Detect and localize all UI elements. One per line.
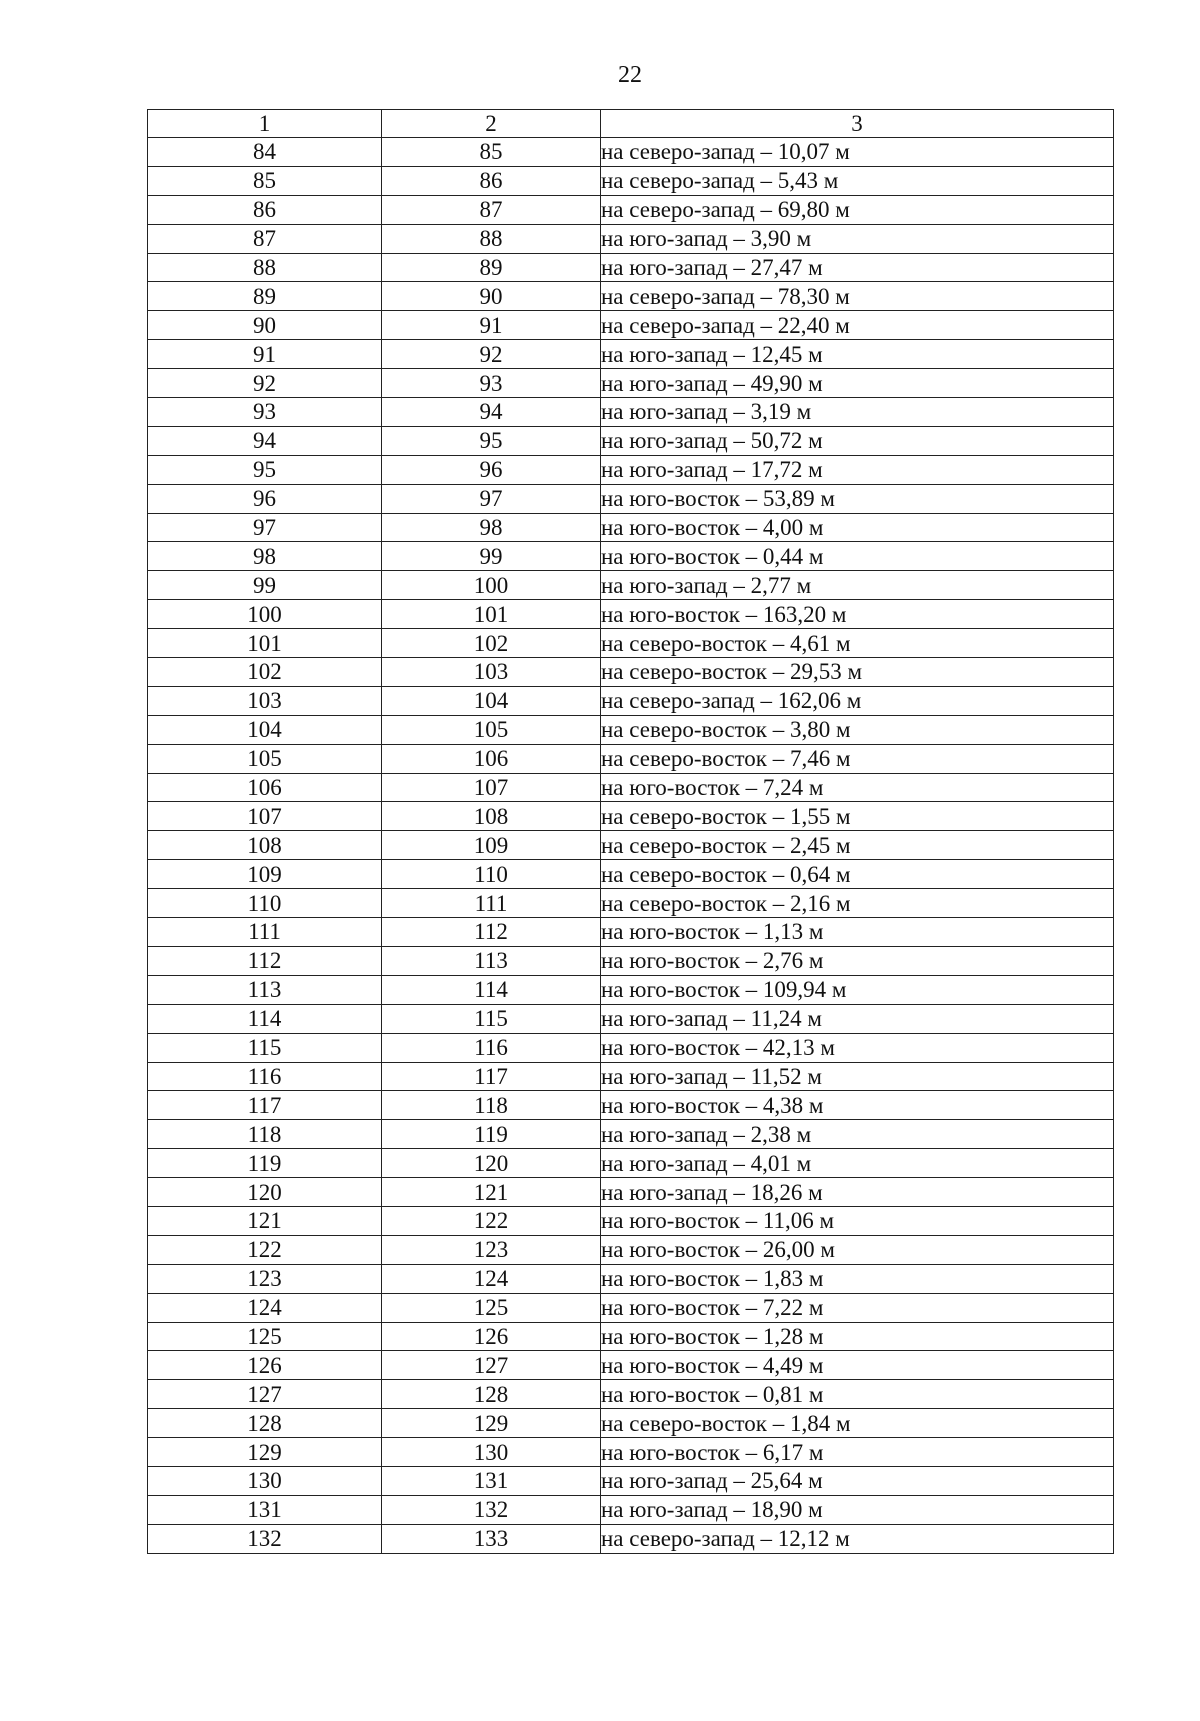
cell-direction-distance: на юго-восток – 4,38 м [601,1091,1114,1120]
cell-direction-distance: на юго-запад – 4,01 м [601,1149,1114,1178]
table-row [148,802,1114,831]
table-row [148,1264,1114,1293]
cell-from-point: 88 [148,253,382,282]
cell-to-point: 105 [382,715,601,744]
cell-direction-distance: на юго-восток – 163,20 м [601,600,1114,629]
cell-to-point: 124 [382,1264,601,1293]
table-row [148,1178,1114,1207]
table-row [148,1495,1114,1524]
cell-direction-distance: на юго-запад – 2,77 м [601,571,1114,600]
cell-to-point: 107 [382,773,601,802]
table-row [148,889,1114,918]
table-row [148,1524,1114,1553]
cell-to-point: 89 [382,253,601,282]
table-row [148,975,1114,1004]
cell-direction-distance: на юго-запад – 11,52 м [601,1062,1114,1091]
cell-direction-distance: на юго-восток – 53,89 м [601,484,1114,513]
cell-to-point: 132 [382,1495,601,1524]
cell-from-point: 119 [148,1149,382,1178]
cell-from-point: 98 [148,542,382,571]
cell-from-point: 122 [148,1235,382,1264]
cell-to-point: 98 [382,513,601,542]
cell-from-point: 93 [148,398,382,427]
cell-from-point: 85 [148,166,382,195]
cell-from-point: 86 [148,195,382,224]
cell-from-point: 118 [148,1120,382,1149]
cell-to-point: 85 [382,138,601,167]
cell-from-point: 94 [148,426,382,455]
table-row [148,629,1114,658]
cell-to-point: 131 [382,1466,601,1495]
cell-from-point: 132 [148,1524,382,1553]
table-row [148,369,1114,398]
cell-from-point: 130 [148,1466,382,1495]
cell-from-point: 96 [148,484,382,513]
cell-direction-distance: на юго-запад – 50,72 м [601,426,1114,455]
cell-to-point: 95 [382,426,601,455]
cell-from-point: 115 [148,1033,382,1062]
cell-direction-distance: на юго-восток – 4,00 м [601,513,1114,542]
cell-direction-distance: на юго-восток – 11,06 м [601,1206,1114,1235]
cell-to-point: 99 [382,542,601,571]
cell-direction-distance: на юго-запад – 3,90 м [601,224,1114,253]
cell-from-point: 95 [148,455,382,484]
cell-to-point: 108 [382,802,601,831]
cell-from-point: 120 [148,1178,382,1207]
cell-from-point: 102 [148,658,382,687]
cell-to-point: 128 [382,1380,601,1409]
cell-direction-distance: на северо-восток – 2,16 м [601,889,1114,918]
cell-to-point: 112 [382,918,601,947]
cell-from-point: 104 [148,715,382,744]
cell-direction-distance: на юго-запад – 27,47 м [601,253,1114,282]
cell-from-point: 117 [148,1091,382,1120]
cell-direction-distance: на северо-запад – 5,43 м [601,166,1114,195]
cell-to-point: 121 [382,1178,601,1207]
table-row [148,426,1114,455]
table-row [148,1120,1114,1149]
cell-from-point: 112 [148,946,382,975]
cell-direction-distance: на юго-восток – 7,24 м [601,773,1114,802]
cell-direction-distance: на юго-восток – 4,49 м [601,1351,1114,1380]
table-row [148,1091,1114,1120]
cell-from-point: 109 [148,860,382,889]
cell-to-point: 94 [382,398,601,427]
table-row [148,571,1114,600]
table-header-row [148,110,1114,138]
table-row [148,1438,1114,1467]
cell-from-point: 114 [148,1004,382,1033]
cell-to-point: 102 [382,629,601,658]
cell-direction-distance: на северо-запад – 78,30 м [601,282,1114,311]
cell-to-point: 92 [382,340,601,369]
table-row [148,686,1114,715]
cell-to-point: 127 [382,1351,601,1380]
cell-direction-distance: на юго-запад – 2,38 м [601,1120,1114,1149]
cell-from-point: 121 [148,1206,382,1235]
cell-to-point: 104 [382,686,601,715]
cell-direction-distance: на юго-запад – 17,72 м [601,455,1114,484]
table-row [148,224,1114,253]
table-row [148,484,1114,513]
table-row [148,1004,1114,1033]
cell-direction-distance: на северо-восток – 1,84 м [601,1409,1114,1438]
cell-direction-distance: на юго-запад – 18,26 м [601,1178,1114,1207]
column-header-2: 2 [382,110,601,138]
cell-to-point: 119 [382,1120,601,1149]
cell-direction-distance: на северо-восток – 3,80 м [601,715,1114,744]
cell-to-point: 106 [382,744,601,773]
cell-direction-distance: на северо-восток – 1,55 м [601,802,1114,831]
table-row [148,398,1114,427]
cell-direction-distance: на юго-восток – 109,94 м [601,975,1114,1004]
table-row [148,860,1114,889]
table-row [148,1062,1114,1091]
table-row [148,282,1114,311]
cell-to-point: 115 [382,1004,601,1033]
cell-to-point: 96 [382,455,601,484]
cell-from-point: 92 [148,369,382,398]
cell-to-point: 123 [382,1235,601,1264]
cell-to-point: 93 [382,369,601,398]
cell-direction-distance: на юго-запад – 25,64 м [601,1466,1114,1495]
cell-from-point: 108 [148,831,382,860]
cell-from-point: 97 [148,513,382,542]
cell-from-point: 125 [148,1322,382,1351]
cell-from-point: 90 [148,311,382,340]
cell-direction-distance: на северо-запад – 69,80 м [601,195,1114,224]
cell-direction-distance: на юго-восток – 0,81 м [601,1380,1114,1409]
cell-direction-distance: на юго-восток – 1,28 м [601,1322,1114,1351]
table-row [148,1322,1114,1351]
cell-direction-distance: на северо-запад – 162,06 м [601,686,1114,715]
cell-direction-distance: на юго-восток – 26,00 м [601,1235,1114,1264]
cell-direction-distance: на северо-восток – 4,61 м [601,629,1114,658]
cell-to-point: 103 [382,658,601,687]
cell-from-point: 127 [148,1380,382,1409]
cell-to-point: 90 [382,282,601,311]
cell-from-point: 113 [148,975,382,1004]
cell-direction-distance: на юго-восток – 0,44 м [601,542,1114,571]
cell-from-point: 87 [148,224,382,253]
cell-from-point: 91 [148,340,382,369]
cell-direction-distance: на юго-запад – 11,24 м [601,1004,1114,1033]
table-row [148,773,1114,802]
table-row [148,744,1114,773]
cell-from-point: 131 [148,1495,382,1524]
cell-direction-distance: на северо-запад – 22,40 м [601,311,1114,340]
cell-to-point: 88 [382,224,601,253]
cell-direction-distance: на юго-запад – 18,90 м [601,1495,1114,1524]
cell-direction-distance: на юго-запад – 3,19 м [601,398,1114,427]
cell-from-point: 103 [148,686,382,715]
cell-to-point: 117 [382,1062,601,1091]
cell-direction-distance: на северо-восток – 2,45 м [601,831,1114,860]
table-row [148,658,1114,687]
table-row [148,946,1114,975]
cell-to-point: 118 [382,1091,601,1120]
cell-from-point: 106 [148,773,382,802]
cell-from-point: 101 [148,629,382,658]
cell-to-point: 133 [382,1524,601,1553]
cell-from-point: 99 [148,571,382,600]
cell-to-point: 110 [382,860,601,889]
cell-to-point: 86 [382,166,601,195]
table-row [148,195,1114,224]
table-row [148,1235,1114,1264]
cell-direction-distance: на юго-запад – 49,90 м [601,369,1114,398]
cell-from-point: 128 [148,1409,382,1438]
cell-to-point: 126 [382,1322,601,1351]
table-row [148,311,1114,340]
table-row [148,138,1114,167]
table-row [148,340,1114,369]
cell-direction-distance: на юго-восток – 2,76 м [601,946,1114,975]
page-number: 22 [618,62,642,88]
cell-direction-distance: на юго-восток – 6,17 м [601,1438,1114,1467]
cell-from-point: 124 [148,1293,382,1322]
cell-direction-distance: на северо-запад – 12,12 м [601,1524,1114,1553]
table-row [148,253,1114,282]
cell-to-point: 125 [382,1293,601,1322]
table-row [148,1380,1114,1409]
cell-to-point: 97 [382,484,601,513]
cell-to-point: 130 [382,1438,601,1467]
cell-to-point: 111 [382,889,601,918]
cell-to-point: 120 [382,1149,601,1178]
cell-from-point: 107 [148,802,382,831]
cell-direction-distance: на юго-запад – 12,45 м [601,340,1114,369]
table-row [148,1293,1114,1322]
cell-to-point: 116 [382,1033,601,1062]
table-row [148,715,1114,744]
cell-from-point: 84 [148,138,382,167]
column-header-3: 3 [601,110,1114,138]
cell-direction-distance: на северо-запад – 10,07 м [601,138,1114,167]
boundary-table [147,109,1114,1554]
cell-to-point: 91 [382,311,601,340]
cell-from-point: 111 [148,918,382,947]
cell-from-point: 126 [148,1351,382,1380]
cell-to-point: 87 [382,195,601,224]
cell-from-point: 123 [148,1264,382,1293]
table-row [148,918,1114,947]
table-row [148,1351,1114,1380]
table-row [148,1409,1114,1438]
cell-direction-distance: на юго-восток – 42,13 м [601,1033,1114,1062]
cell-to-point: 114 [382,975,601,1004]
table-body [148,138,1114,1554]
cell-to-point: 122 [382,1206,601,1235]
table-row [148,513,1114,542]
table-row [148,1033,1114,1062]
column-header-1: 1 [148,110,382,138]
table-row [148,600,1114,629]
cell-from-point: 105 [148,744,382,773]
cell-from-point: 129 [148,1438,382,1467]
table-row [148,1206,1114,1235]
cell-to-point: 129 [382,1409,601,1438]
table-row [148,542,1114,571]
cell-from-point: 116 [148,1062,382,1091]
cell-to-point: 109 [382,831,601,860]
cell-from-point: 89 [148,282,382,311]
cell-to-point: 113 [382,946,601,975]
cell-to-point: 101 [382,600,601,629]
cell-from-point: 100 [148,600,382,629]
cell-from-point: 110 [148,889,382,918]
cell-direction-distance: на северо-восток – 7,46 м [601,744,1114,773]
table-row [148,166,1114,195]
table-row [148,1149,1114,1178]
cell-to-point: 100 [382,571,601,600]
table-row [148,1466,1114,1495]
table-row [148,831,1114,860]
cell-direction-distance: на северо-восток – 0,64 м [601,860,1114,889]
cell-direction-distance: на юго-восток – 1,13 м [601,918,1114,947]
cell-direction-distance: на юго-восток – 1,83 м [601,1264,1114,1293]
cell-direction-distance: на юго-восток – 7,22 м [601,1293,1114,1322]
table-row [148,455,1114,484]
cell-direction-distance: на северо-восток – 29,53 м [601,658,1114,687]
